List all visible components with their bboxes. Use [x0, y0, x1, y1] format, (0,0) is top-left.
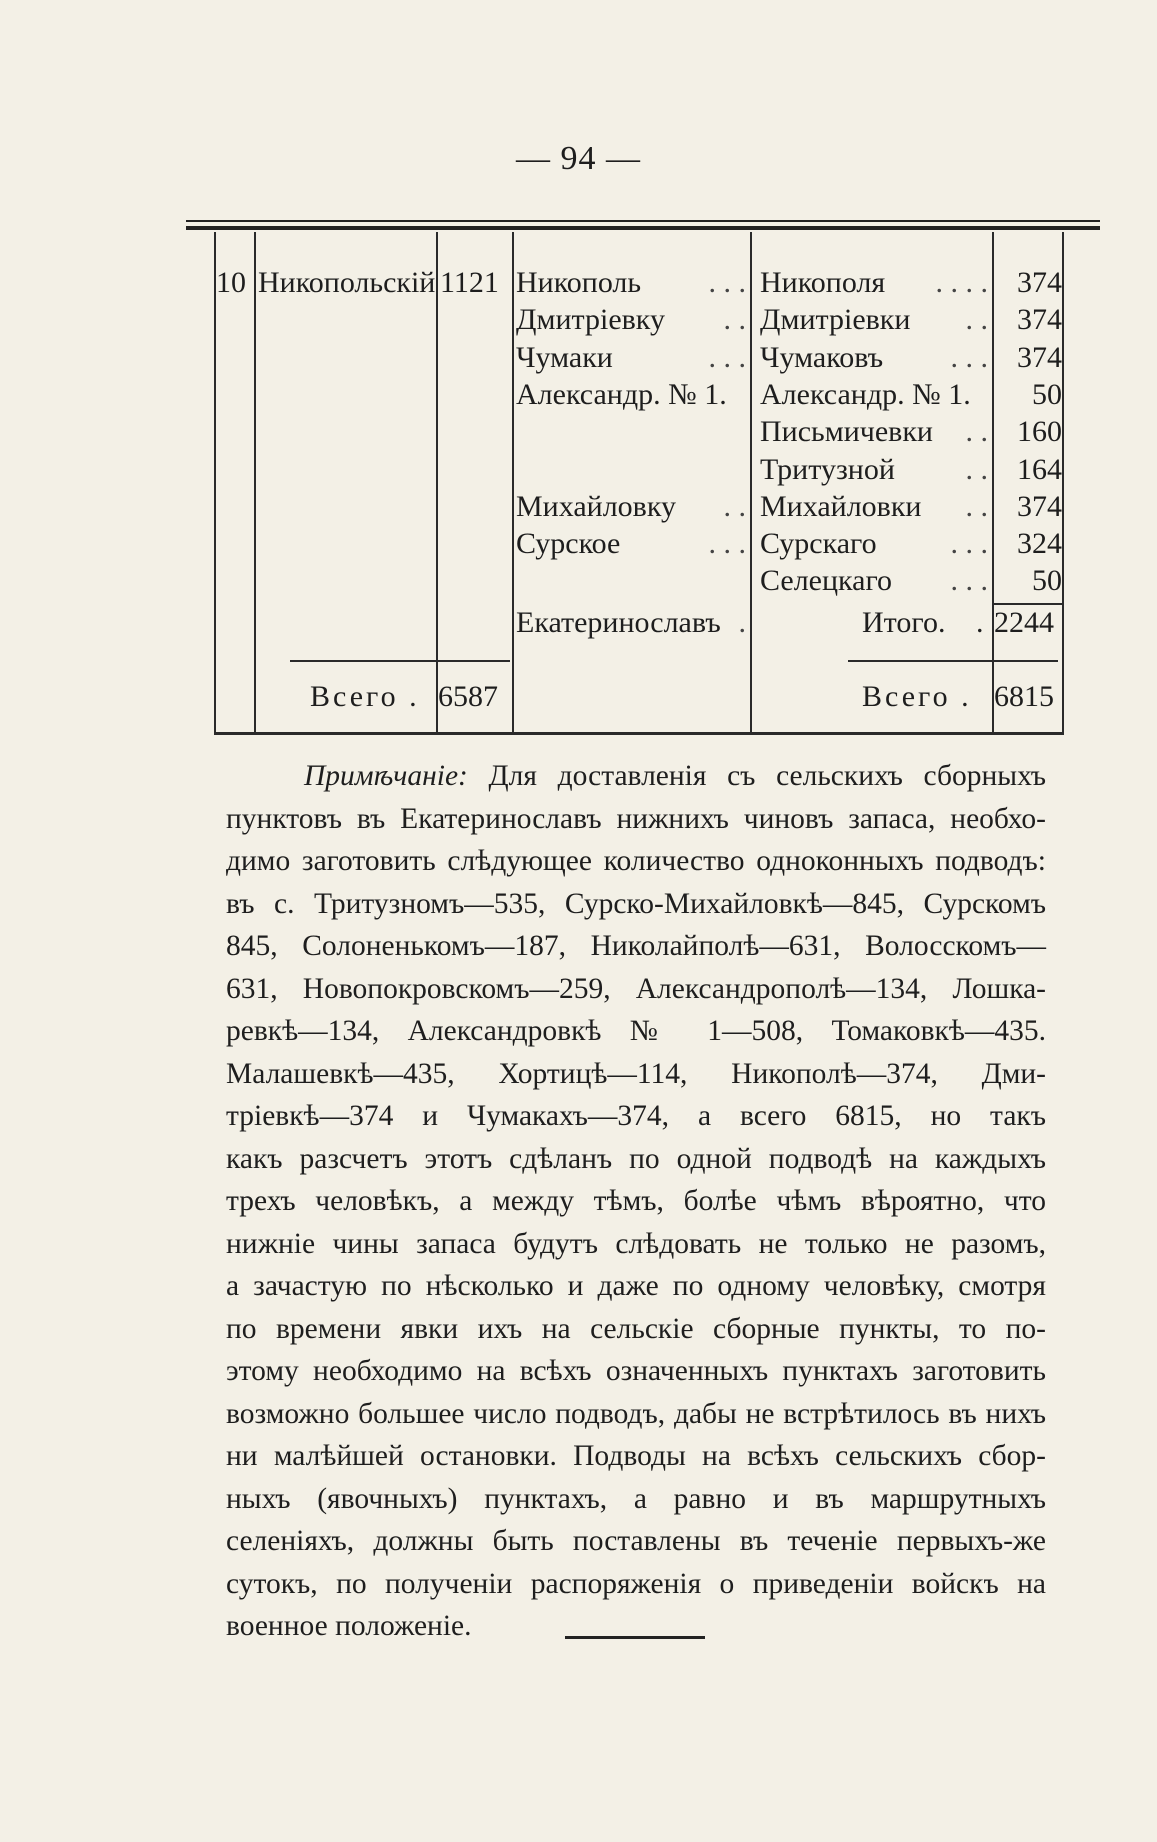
- note-line: военное положеніе.: [226, 1610, 472, 1642]
- note-line: Малашевкѣ—435, Хортицѣ—114, Никополѣ—374, Дми-: [226, 1057, 1046, 1090]
- table-bottom-rule: [214, 732, 1064, 735]
- itogo-label: Итого.: [862, 606, 946, 639]
- source-name: Письмичевки: [760, 415, 933, 449]
- district-name: Никопольскій: [258, 266, 436, 299]
- column-divider: [214, 232, 216, 732]
- destination-leader-dots: .: [738, 606, 746, 639]
- destination-leader-dots: . . .: [708, 527, 746, 561]
- source-name: Селецкаго: [760, 564, 893, 598]
- source-leader-dots: . . .: [950, 564, 988, 598]
- destination-leader-dots: . . .: [708, 340, 746, 374]
- destination-name: Александр. № 1.: [516, 377, 727, 411]
- note-line: въ с. Тритузномъ—535, Сурско-Михайловкѣ—845, Сурскомъ: [226, 887, 1046, 920]
- source-leader-dots: . .: [965, 303, 988, 337]
- column-divider: [254, 232, 256, 732]
- itogo-dot: .: [976, 606, 984, 639]
- source-name: Александр. № 1.: [760, 377, 971, 411]
- note-line: возможно большее число подводъ, дабы не встрѣтилось въ нихъ: [226, 1397, 1046, 1430]
- page-number: — 94 —: [516, 140, 641, 177]
- source-value: 50: [1032, 377, 1062, 411]
- note-line: ни малѣйшей остановки. Подводы на всѣхъ сельскихъ сбор-: [226, 1440, 1046, 1472]
- note-line: трехъ человѣкъ, а между тѣмъ, болѣе чѣмъ вѣроятно, что: [226, 1185, 1046, 1217]
- note-line-text: Для доставленія съ сельскихъ сборныхъ: [488, 760, 1047, 792]
- note-line-first: [226, 755, 1046, 798]
- source-name: Сурскаго: [760, 527, 877, 561]
- column-divider: [436, 232, 438, 732]
- column-divider: [512, 232, 514, 732]
- note-line: ныхъ (явочныхъ) пунктахъ, а равно и въ маршрутныхъ: [226, 1482, 1046, 1515]
- source-value: 160: [1017, 415, 1062, 449]
- note-line: по времени явки ихъ на сельскіе сборные пункты, то по-: [226, 1312, 1046, 1345]
- subtotal-rule: [848, 660, 1058, 662]
- source-leader-dots: . .: [965, 452, 988, 486]
- vsego-value-left: 6587: [438, 680, 498, 713]
- vsego-label-left: Всего .: [310, 680, 420, 713]
- source-name: Чумаковъ: [760, 340, 884, 374]
- source-value: 374: [1017, 303, 1062, 337]
- note-line: 845, Солоненькомъ—187, Николайполѣ—631, Волосскомъ—: [226, 930, 1046, 962]
- note-line: какъ разсчетъ этотъ сдѣланъ по одной подводѣ на каждыхъ: [226, 1142, 1046, 1175]
- destination-name: Михайловку: [516, 489, 676, 523]
- table-top-rule-thick: [186, 226, 1100, 230]
- source-value: 324: [1017, 527, 1062, 561]
- destination-name: Сурское: [516, 527, 621, 561]
- vsego-value-right: 6815: [994, 680, 1054, 713]
- destination-name: Дмитріевку: [516, 303, 665, 337]
- note-line: тріевкѣ—374 и Чумакахъ—374, а всего 6815, но такъ: [226, 1100, 1046, 1132]
- source-leader-dots: . . . .: [935, 266, 988, 299]
- note-paragraph: [226, 755, 1046, 1648]
- source-name: Михайловки: [760, 489, 922, 523]
- destination-leader-dots: . .: [723, 303, 746, 337]
- source-name: Тритузной: [760, 452, 895, 486]
- end-rule: [565, 1636, 705, 1639]
- itogo-value: 2244: [994, 606, 1054, 639]
- source-name: Никополя: [760, 266, 886, 299]
- note-line: пунктовъ въ Екатеринославъ нижнихъ чиновъ запаса, необхо-: [226, 802, 1046, 835]
- note-line: а зачастую по нѣсколько и даже по одному человѣку, смотря: [226, 1270, 1046, 1302]
- note-line: ревкѣ—134, Александровкѣ № 1—508, Томаковкѣ—435.: [226, 1015, 1046, 1047]
- note-line: димо заготовить слѣдующее количество одноконныхъ подводъ:: [226, 845, 1046, 877]
- source-leader-dots: . . .: [950, 527, 988, 561]
- row-number: 10: [216, 266, 246, 299]
- subtotal-rule: [290, 660, 510, 662]
- column-divider: [750, 232, 752, 732]
- column-divider: [992, 232, 994, 732]
- note-label: Примѣчаніе:: [304, 760, 468, 792]
- source-value: 374: [1017, 266, 1062, 299]
- source-value: 374: [1017, 489, 1062, 523]
- destination-name: Екатеринославъ: [516, 606, 721, 639]
- destination-leader-dots: . . .: [708, 266, 746, 299]
- destination-name: Никополь: [516, 266, 642, 299]
- source-value: 50: [1032, 564, 1062, 598]
- table-top-rule: [186, 220, 1100, 222]
- source-leader-dots: . . .: [950, 340, 988, 374]
- note-line: 631, Новопокровскомъ—259, Александрополѣ—134, Лошка-: [226, 972, 1046, 1005]
- note-line: сутокъ, по полученіи распоряженія о приведеніи войскъ на: [226, 1567, 1046, 1600]
- note-line: нижніе чины запаса будутъ слѣдовать не только не разомъ,: [226, 1227, 1046, 1260]
- source-leader-dots: . .: [965, 415, 988, 449]
- note-line: селеніяхъ, должны быть поставлены въ теченіе первыхъ-же: [226, 1525, 1046, 1557]
- destination-leader-dots: . .: [723, 489, 746, 523]
- column-divider: [1062, 232, 1064, 732]
- district-value: 1121: [440, 266, 499, 299]
- source-value: 374: [1017, 340, 1062, 374]
- destination-name: Чумаки: [516, 340, 613, 374]
- source-name: Дмитріевки: [760, 303, 911, 337]
- note-line: этому необходимо на всѣхъ означенныхъ пунктахъ заготовить: [226, 1355, 1046, 1387]
- vsego-label-right: Всего .: [862, 680, 972, 713]
- source-value: 164: [1017, 452, 1062, 486]
- source-leader-dots: . .: [965, 489, 988, 523]
